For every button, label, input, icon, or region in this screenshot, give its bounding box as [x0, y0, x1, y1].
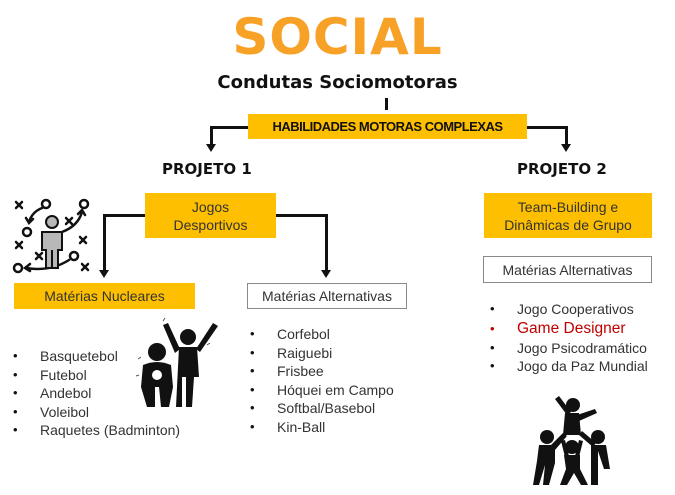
jogos-desportivos-line2: Desportivos	[173, 216, 248, 233]
list-item: • Voleibol	[13, 403, 180, 422]
alternativas-p1-list	[250, 325, 394, 436]
list-item: • Kin-Ball	[250, 418, 394, 437]
connector-p1-right-h	[276, 214, 328, 217]
list-item: • Hóquei em Campo	[250, 381, 394, 400]
jogos-desportivos-line1: Jogos	[191, 198, 230, 215]
celebrating-players-icon	[135, 315, 220, 410]
arrow-down-projeto2	[561, 144, 571, 152]
human-pyramid-icon	[525, 395, 620, 487]
connector-left-v	[210, 126, 213, 146]
list-item: • Raiguebi	[250, 344, 394, 363]
connector-p1-left-v	[103, 214, 106, 271]
connector-p1-right-v	[325, 214, 328, 271]
projeto1-label: PROJETO 1	[162, 160, 252, 178]
list-item: • Softbal/Basebol	[250, 399, 394, 418]
list-item: • Jogo da Paz Mundial	[490, 357, 648, 376]
arrow-down-projeto1	[206, 144, 216, 152]
list-item: • Frisbee	[250, 362, 394, 381]
list-item: • Futebol	[13, 366, 180, 385]
materias-nucleares-box: Matérias Nucleares	[14, 283, 195, 309]
jogos-desportivos-box	[145, 193, 276, 238]
list-item: • Andebol	[13, 384, 180, 403]
list-item: • Basquetebol	[13, 347, 180, 366]
alternativas-p2-list	[490, 300, 648, 376]
team-building-line1: Team-Building e	[517, 198, 619, 215]
team-building-line2: Dinâmicas de Grupo	[504, 216, 632, 233]
connector-right-h	[527, 126, 567, 129]
central-skills-box: HABILIDADES MOTORAS COMPLEXAS	[248, 114, 527, 139]
arrow-down-nucleares	[99, 270, 109, 278]
connector-right-v	[565, 126, 568, 146]
diagram-title: SOCIAL	[232, 8, 443, 66]
projeto2-label: PROJETO 2	[517, 160, 607, 178]
strategy-play-icon	[12, 194, 92, 274]
materias-alternativas-p2-box: Matérias Alternativas	[483, 256, 652, 283]
connector-tick	[385, 98, 388, 110]
connector-left-h	[210, 126, 248, 129]
diagram-subtitle: Condutas Sociomotoras	[217, 72, 458, 93]
connector-p1-left-h	[103, 214, 145, 217]
list-item: • Jogo Psicodramático	[490, 339, 648, 358]
list-item: • Corfebol	[250, 325, 394, 344]
list-item: • Raquetes (Badminton)	[13, 421, 180, 440]
team-building-box	[484, 193, 652, 238]
arrow-down-alternativas-p1	[321, 270, 331, 278]
list-item: • Jogo Cooperativos	[490, 300, 648, 319]
list-item-highlighted: • Game Designer	[490, 319, 648, 339]
materias-alternativas-p1-box: Matérias Alternativas	[247, 283, 407, 309]
